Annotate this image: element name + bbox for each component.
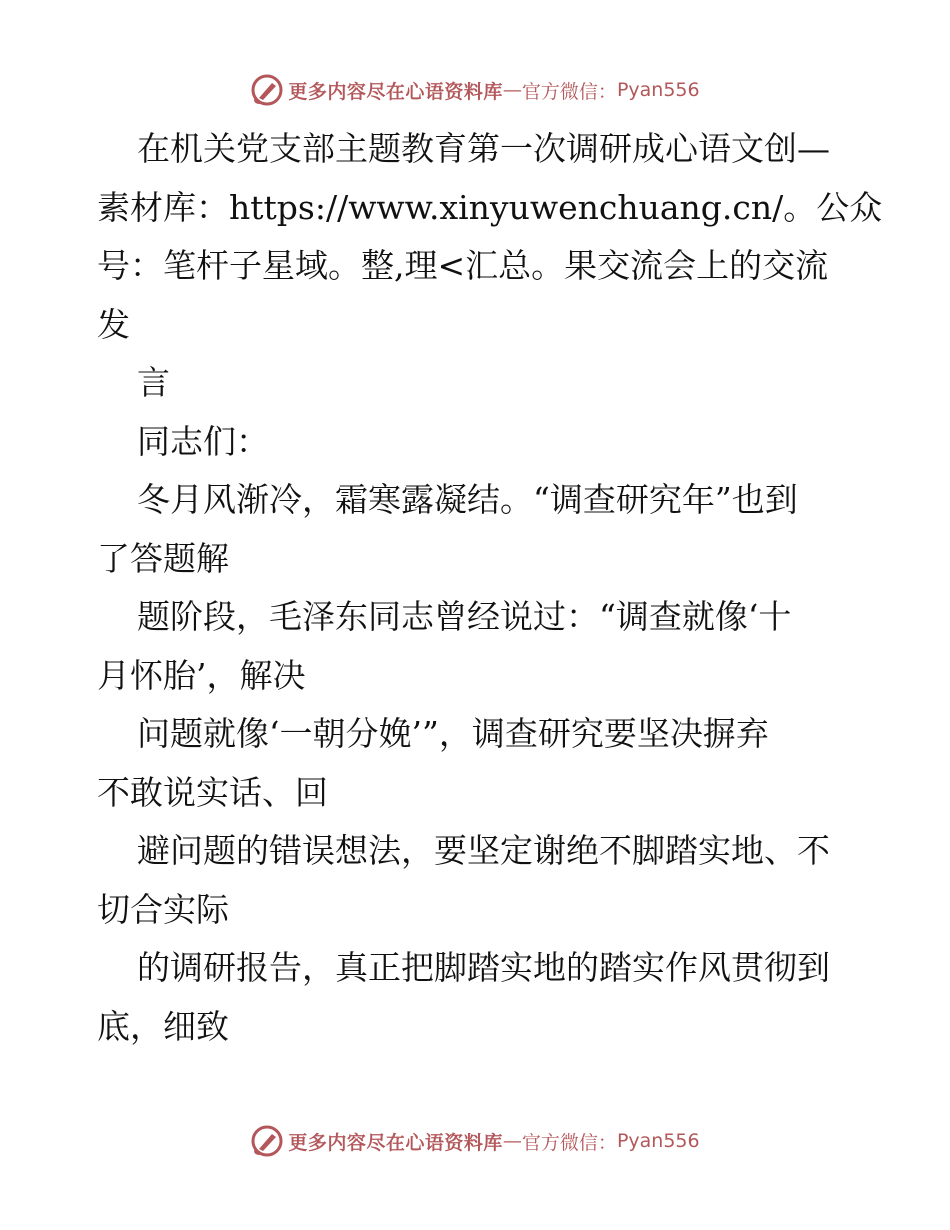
body-line: 素材库：https://www.xinyuwenchuang.cn/。公众 <box>97 187 883 227</box>
body-line: 的调研报告，真正把脚踏实地的踏实作风贯彻到 <box>137 948 830 987</box>
banner-wechat-id: Pyan556 <box>616 79 700 101</box>
banner-main-text: 更多内容尽在心语资料库 <box>288 1131 503 1154</box>
banner-main-text: 更多内容尽在心语资料库 <box>288 80 503 103</box>
pen-logo-icon <box>250 1124 284 1158</box>
body-line: 冬月风渐冷，霜寒露凝结。“调查研究年”也到 <box>137 480 798 519</box>
footer-banner <box>0 1121 950 1161</box>
body-line: 在机关党支部主题教育第一次调研成心语文创— <box>137 129 830 168</box>
banner-dash: — <box>502 1130 522 1152</box>
body-line: 号：笔杆子星域。整,理<汇总。果交流会上的交流 <box>97 246 829 285</box>
body-line: 不敢说实话、回 <box>97 772 328 812</box>
body-line: 了答题解 <box>97 538 229 578</box>
body-line: 切合实际 <box>97 889 229 929</box>
body-line: 底，细致 <box>97 1006 229 1046</box>
body-line: 避问题的错误想法，要坚定谢绝不脚踏实地、不 <box>137 831 830 870</box>
body-line: 言 <box>137 363 170 402</box>
banner-side-text: 官方微信： <box>521 80 617 103</box>
body-line: 题阶段，毛泽东同志曾经说过：“调查就像‘十 <box>137 597 792 636</box>
body-line: 月怀胎’，解决 <box>97 655 306 695</box>
pen-logo-icon <box>250 73 284 107</box>
banner-side-text: 官方微信： <box>521 1131 617 1154</box>
body-line: 问题就像‘一朝分娩’”，调查研究要坚决摒弃 <box>137 714 769 753</box>
header-banner <box>0 70 950 110</box>
body-line: 同志们： <box>137 421 269 461</box>
document-body <box>97 120 883 1056</box>
body-line: 发 <box>97 304 130 344</box>
banner-wechat-id: Pyan556 <box>616 1130 700 1152</box>
banner-dash: — <box>502 79 522 101</box>
